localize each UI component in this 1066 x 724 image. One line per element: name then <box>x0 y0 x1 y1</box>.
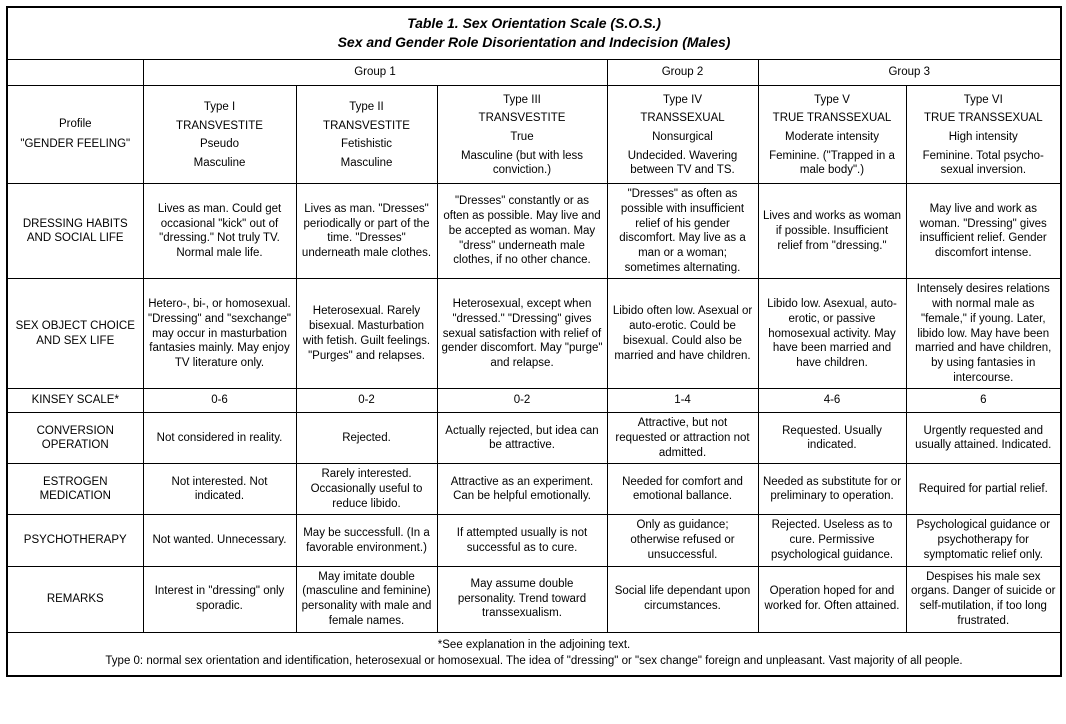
profile-label-line-1: Profile <box>58 117 92 130</box>
group-header-blank <box>7 59 143 85</box>
footnotes-row <box>7 632 1061 676</box>
table-cell: 4-6 <box>758 389 906 413</box>
type-gender: Feminine. Total psycho-sexual inversion. <box>922 149 1044 177</box>
type-name: Type III <box>503 93 541 106</box>
table-cell: "Dresses" as often as possible with insufficient relief of his gender discomfort. May live as a man or a woman; sometimes alternating. <box>607 184 758 279</box>
row-label: PSYCHOTHERAPY <box>7 515 143 566</box>
row-label: SEX OBJECT CHOICE AND SEX LIFE <box>7 279 143 389</box>
table-cell: May live and work as woman. "Dressing" gives insufficient relief. Gender discomfort intense. <box>906 184 1061 279</box>
profile-row <box>7 85 1061 184</box>
table-row <box>7 184 1061 279</box>
row-label: REMARKS <box>7 566 143 632</box>
type-name: Type II <box>349 100 384 113</box>
row-label-profile <box>7 85 143 184</box>
table-cell: Lives as man. "Dresses" periodically or part of the time. "Dresses" underneath male clothes. <box>296 184 437 279</box>
type-name: Type VI <box>963 93 1003 106</box>
table-cell: Urgently requested and usually attained. Indicated. <box>906 413 1061 464</box>
table-cell: Rarely interested. Occasionally useful to reduce libido. <box>296 464 437 515</box>
table-cell: "Dresses" constantly or as often as possible. May live and be accepted as woman. May "dress" underneath male clothes, if no other chance. <box>437 184 607 279</box>
profile-column-type-5 <box>758 85 906 184</box>
table-cell: Needed for comfort and emotional ballance. <box>607 464 758 515</box>
table-cell: 0-2 <box>437 389 607 413</box>
table-cell: Actually rejected, but idea can be attractive. <box>437 413 607 464</box>
type-gender: Masculine <box>340 157 393 170</box>
table-cell: 0-2 <box>296 389 437 413</box>
table-cell: Libido low. Asexual, auto-erotic, or passive homosexual activity. May have been married and have children. <box>758 279 906 389</box>
footnotes <box>7 632 1061 676</box>
table-cell: 1-4 <box>607 389 758 413</box>
footnote-line-1: *See explanation in the adjoining text. <box>437 638 631 651</box>
type-gender: Feminine. ("Trapped in a male body".) <box>769 149 895 177</box>
type-category: TRUE TRANSSEXUAL <box>923 112 1043 125</box>
type-sub: High intensity <box>948 130 1018 143</box>
table-cell: Heterosexual, except when "dressed." "Dressing" gives sexual satisfaction with relief of gender discomfort. May "purge" and relapse. <box>437 279 607 389</box>
table-cell: Only as guidance; otherwise refused or unsuccessful. <box>607 515 758 566</box>
type-name: Type I <box>203 100 236 113</box>
table-cell: Not wanted. Unnecessary. <box>143 515 296 566</box>
table-cell: May assume double personality. Trend toward transsexualism. <box>437 566 607 632</box>
group-header-row <box>7 59 1061 85</box>
group-header-1: Group 1 <box>143 59 607 85</box>
row-label: KINSEY SCALE* <box>7 389 143 413</box>
sos-table <box>6 6 1062 677</box>
group-header-2: Group 2 <box>607 59 758 85</box>
table-cell: Heterosexual. Rarely bisexual. Masturbation with fetish. Guilt feelings. "Purges" and relapses. <box>296 279 437 389</box>
type-category: TRANSSEXUAL <box>640 112 725 125</box>
type-sub: True <box>510 130 534 143</box>
table-cell: 6 <box>906 389 1061 413</box>
type-gender: Undecided. Wavering between TV and TS. <box>627 149 738 177</box>
type-category: TRANSVESTITE <box>478 112 566 125</box>
table-cell: Rejected. <box>296 413 437 464</box>
table-cell: Attractive, but not requested or attraction not admitted. <box>607 413 758 464</box>
table-row <box>7 389 1061 413</box>
type-name: Type IV <box>663 93 702 106</box>
table-row <box>7 279 1061 389</box>
type-sub: Pseudo <box>199 138 239 151</box>
table-cell: Attractive as an experiment. Can be helpful emotionally. <box>437 464 607 515</box>
table-cell: Lives as man. Could get occasional "kick" out of "dressing." Not truly TV. Normal male life. <box>143 184 296 279</box>
table-cell: Interest in "dressing" only sporadic. <box>143 566 296 632</box>
type-category: TRUE TRANSSEXUAL <box>772 112 892 125</box>
table-cell: Requested. Usually indicated. <box>758 413 906 464</box>
table-cell: Despises his male sex organs. Danger of suicide or self-mutilation, if too long frustrated. <box>906 566 1061 632</box>
table-cell: Social life dependant upon circumstances. <box>607 566 758 632</box>
table-cell: 0-6 <box>143 389 296 413</box>
table-cell: Libido often low. Asexual or auto-erotic. Could be bisexual. Could also be married and have children. <box>607 279 758 389</box>
table-title-row <box>7 7 1061 59</box>
table-row <box>7 566 1061 632</box>
table-cell: Operation hoped for and worked for. Often attained. <box>758 566 906 632</box>
table-cell: Not interested. Not indicated. <box>143 464 296 515</box>
profile-column-type-3 <box>437 85 607 184</box>
group-header-3: Group 3 <box>758 59 1061 85</box>
type-sub: Fetishistic <box>340 138 393 151</box>
type-gender: Masculine <box>193 157 246 170</box>
table-cell: May imitate double (masculine and feminine) personality with male and female names. <box>296 566 437 632</box>
title-line-1: Table 1. Sex Orientation Scale (S.O.S.) <box>407 15 661 31</box>
type-name: Type V <box>814 93 850 106</box>
row-label: CONVERSION OPERATION <box>7 413 143 464</box>
table-cell: Required for partial relief. <box>906 464 1061 515</box>
row-label: ESTROGEN MEDICATION <box>7 464 143 515</box>
table-cell: Intensely desires relations with normal male as "female," if young. Later, libido low. May have been married and have children, by using fantasies in intercourse. <box>906 279 1061 389</box>
table-cell: Needed as substitute for or preliminary to operation. <box>758 464 906 515</box>
type-sub: Nonsurgical <box>652 130 713 143</box>
table-row <box>7 515 1061 566</box>
profile-column-type-6 <box>906 85 1061 184</box>
type-gender: Masculine (but with less conviction.) <box>460 149 584 177</box>
type-sub: Moderate intensity <box>785 130 879 143</box>
profile-label-line-2: "GENDER FEELING" <box>20 138 131 151</box>
footnote-line-2: Type 0: normal sex orientation and identification, heterosexual or homosexual. The idea of "dressing" or "sex change" foreign and unpleasant. Vast majority of all people. <box>105 655 963 668</box>
table-cell: Psychological guidance or psychotherapy for symptomatic relief only. <box>906 515 1061 566</box>
profile-column-type-2 <box>296 85 437 184</box>
title-line-2: Sex and Gender Role Disorientation and Indecision (Males) <box>337 33 731 50</box>
table-cell: Rejected. Useless as to cure. Permissive psychological guidance. <box>758 515 906 566</box>
profile-column-type-4 <box>607 85 758 184</box>
table-title <box>7 7 1061 59</box>
table-cell: Not considered in reality. <box>143 413 296 464</box>
type-category: TRANSVESTITE <box>323 119 410 132</box>
table-row <box>7 413 1061 464</box>
table-row <box>7 464 1061 515</box>
table-cell: If attempted usually is not successful as to cure. <box>437 515 607 566</box>
profile-column-type-1 <box>143 85 296 184</box>
table-cell: Hetero-, bi-, or homosexual. "Dressing" and "sexchange" may occur in masturbation fantasies mainly. May enjoy TV literature only. <box>143 279 296 389</box>
type-category: TRANSVESTITE <box>176 119 263 132</box>
row-label: DRESSING HABITS AND SOCIAL LIFE <box>7 184 143 279</box>
table-cell: May be successfull. (In a favorable environment.) <box>296 515 437 566</box>
table-cell: Lives and works as woman if possible. Insufficient relief from "dressing." <box>758 184 906 279</box>
